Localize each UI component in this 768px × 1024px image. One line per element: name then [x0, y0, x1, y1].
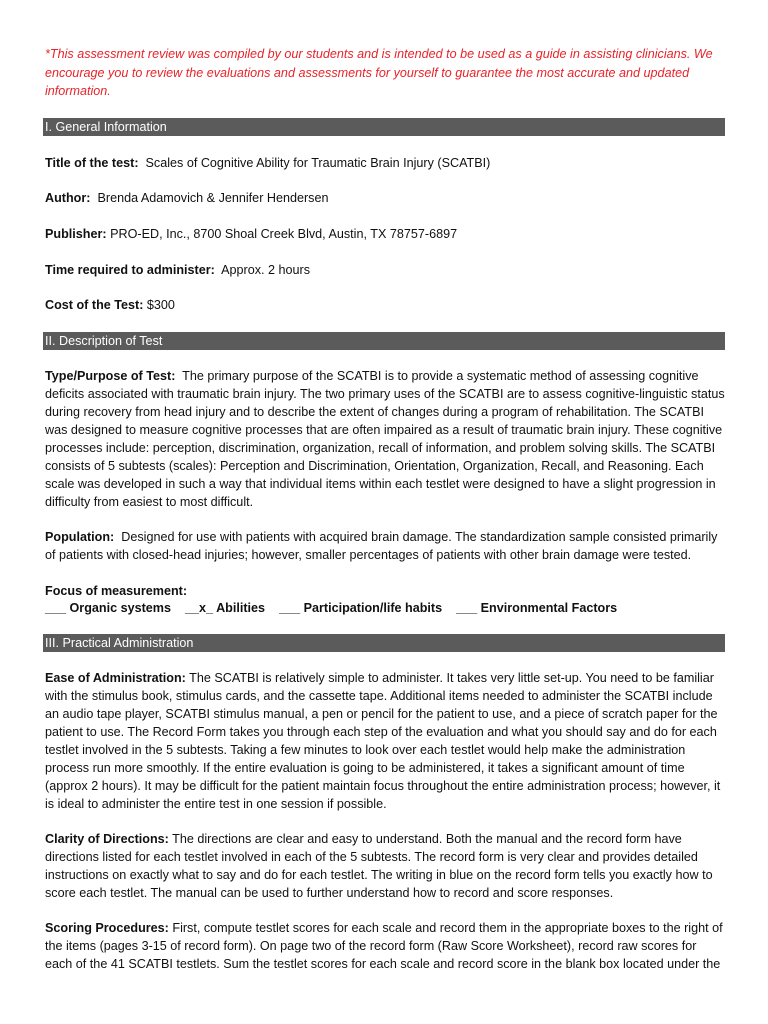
purpose-label: Type/Purpose of Test: [45, 369, 176, 383]
scoring-text: First, compute testlet scores for each scale and record them in the appropriate boxes to the right of the items (pages 3-15 of record form). On page two of the record form (Raw Score Worksheet), record raw scores for each of the 41 SCATBI testlets. Sum the testlet scores for each scale and record score in the blank box located under the [45, 921, 723, 971]
field-title-label: Title of the test: [45, 156, 139, 170]
field-publisher-value: PRO-ED, Inc., 8700 Shoal Creek Blvd, Austin, TX 78757-6897 [110, 227, 458, 241]
ease-label: Ease of Administration: [45, 671, 186, 685]
focus-option-participation: ___ Participation/life habits [279, 601, 443, 615]
field-title-value: Scales of Cognitive Ability for Traumatic Brain Injury (SCATBI) [145, 156, 491, 170]
section-header-description: II. Description of Test [43, 332, 725, 350]
clarity-label: Clarity of Directions: [45, 832, 169, 846]
population-label: Population: [45, 530, 115, 544]
field-author-label: Author: [45, 191, 91, 205]
disclaimer-note: *This assessment review was compiled by our students and is intended to be used as a guide in assisting clinicians. We encourage you to review the evaluations and assessments for yourself to guarantee the most accurate and updated information. [45, 47, 713, 98]
field-title [45, 154, 725, 172]
field-cost-label: Cost of the Test: [45, 298, 144, 312]
focus-option-organic: ___ Organic systems [45, 601, 172, 615]
focus-label: Focus of measurement: [45, 584, 188, 598]
field-time-value: Approx. 2 hours [221, 263, 311, 277]
field-author [45, 189, 725, 207]
field-cost-value: $300 [146, 298, 175, 312]
clarity-paragraph [45, 830, 725, 902]
purpose-paragraph [45, 367, 725, 511]
field-cost [45, 296, 725, 314]
population-paragraph [45, 528, 725, 564]
section-header-practical: III. Practical Administration [43, 634, 725, 652]
population-text: Designed for use with patients with acquired brain damage. The standardization sample consisted primarily of patients with closed-head injuries; however, smaller percentages of patients with other brain damage were tested. [45, 530, 718, 562]
clarity-text: The directions are clear and easy to understand. Both the manual and the record form have directions listed for each testlet involved in each of the 5 subtests. The record form is very clear and provides detailed instructions on exactly what to say and do for each testlet. The writing in blue on the record form tells you exactly how to score each testlet. The manual can be used to further understand how to record and score responses. [45, 832, 713, 900]
scoring-paragraph [45, 919, 725, 973]
field-time-label: Time required to administer: [45, 263, 215, 277]
purpose-text: The primary purpose of the SCATBI is to provide a systematic method of assessing cognitive deficits associated with traumatic brain injury. The two primary uses of the SCATBI are to assess cognitive-linguistic status during recovery from head injury and to describe the extent of changes during a program of rehabilitation. The SCATBI was designed to measure cognitive processes that are often impaired as a result of traumatic brain injury. These cognitive processes include: perception, discrimination, organization, recall of information, and problem solving skills. The SCATBI consists of 5 subtests (scales): Perception and Discrimination, Orientation, Organization, Recall, and Reasoning. Each scale was developed in such a way that individual items within each testlet were designed to have a slight progression in difficulty from easiest to most difficult. [45, 369, 725, 509]
field-author-value: Brenda Adamovich & Jennifer Hendersen [97, 191, 329, 205]
field-publisher [45, 225, 725, 243]
focus-option-abilities: __x_ Abilities [185, 601, 266, 615]
focus-option-environmental: ___ Environmental Factors [456, 601, 618, 615]
focus-options [45, 599, 735, 617]
ease-text: The SCATBI is relatively simple to administer. It takes very little set-up. You need to be familiar with the stimulus book, stimulus cards, and the cassette tape. Additional items needed to administer the SCATBI include an audio tape player, SCATBI stimulus manual, a pen or pencil for the patient to use, and a piece of scratch paper for the patient to use. The Record Form takes you through each step of the evaluation and what you should say and do for each testlet involved in the 5 subtests. Taking a few minutes to look over each testlet would help make the administration process run more smoothly. If the entire evaluation is going to be administered, it takes a significant amount of time (approx 2 hours). It may be difficult for the patient maintain focus throughout the entire administration process; however, it is ideal to administer the entire test in one session if possible. [45, 671, 721, 811]
field-time [45, 261, 725, 279]
section-header-general: I. General Information [43, 118, 725, 136]
ease-paragraph [45, 669, 725, 813]
scoring-label: Scoring Procedures: [45, 921, 169, 935]
field-publisher-label: Publisher: [45, 227, 107, 241]
